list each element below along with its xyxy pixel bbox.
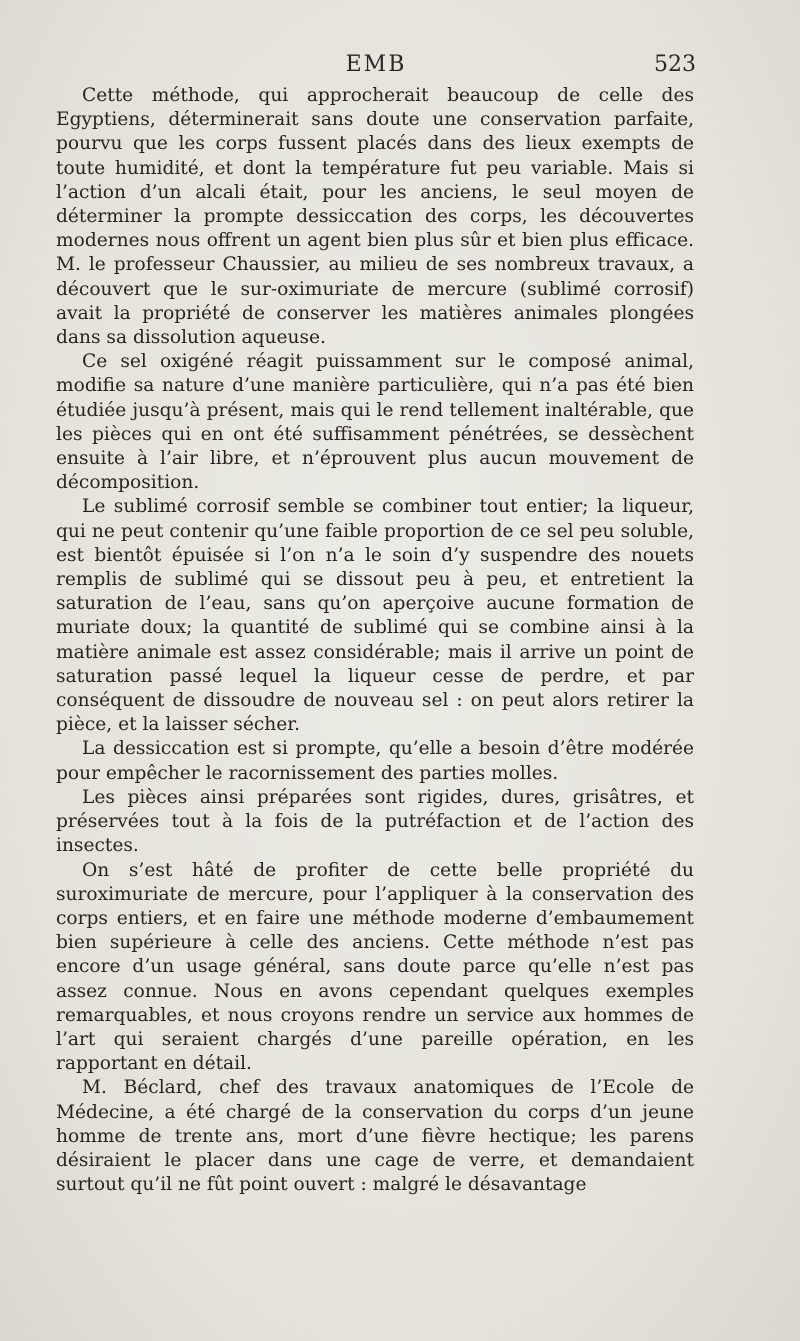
paragraph: M. Béclard, chef des travaux anatomiques de l’Ecole de Médecine, a été chargé de la conservation du corps d’un jeune homme de trente ans, mort d’une fièvre hectique; les parens désiraient le placer dans une cage de verre, et demandaient surtout qu’il ne fût point ouvert : malgré le désavantage [56, 1077, 694, 1196]
paragraph: Le sublimé corrosif semble se combiner tout entier; la liqueur, qui ne peut contenir qu’une faible proportion de ce sel peu soluble, est bientôt épuisée si l’on n’a le soin d’y suspendre des nouets remplis de sublimé qui se dissout peu à peu, et entretient la saturation de l’eau, sans qu’on aperçoive aucune formation de muriate doux; la quantité de sublimé qui se combine ainsi à la matière animale est assez considérable; mais il arrive un point de saturation passé lequel la liqueur cesse de perdre, et par conséquent de dissoudre de nouveau sel : on peut alors retirer la pièce, et la laisser sécher. [56, 496, 694, 736]
paragraph: Ce sel oxigéné réagit puissamment sur le composé animal, modifie sa nature d’une manière particulière, qui n’a pas été bien étudiée jusqu’à présent, mais qui le rend tellement inaltérable, que les pièces qui en ont été suffisamment pénétrées, se dessèchent ensuite à l’air libre, et n’éprouvent plus aucun mouvement de décomposition. [56, 351, 694, 494]
paragraph: Cette méthode, qui approcherait beaucoup de celle des Egyptiens, déterminerait sans doute une conservation parfaite, pourvu que les corps fussent placés dans des lieux exempts de toute humidité, et dont la température fut peu variable. Mais si l’action d’un alcali était, pour les anciens, le seul moyen de déterminer la prompte dessiccation des corps, les découvertes modernes nous offrent un agent bien plus sûr et bien plus efficace. M. le professeur Chaussier, au milieu de ses nombreux travaux, a découvert que le sur-oximuriate de mercure (sublimé corrosif) avait la propriété de conserver les matières animales plongées dans sa dissolution aqueuse. [56, 85, 694, 349]
page-number: 523 [654, 52, 696, 77]
page-header [56, 52, 696, 82]
paragraph: On s’est hâté de profiter de cette belle propriété du suroximuriate de mercure, pour l’appliquer à la conservation des corps entiers, et en faire une méthode moderne d’embaumement bien supérieure à celle des anciens. Cette méthode n’est pas encore d’un usage général, sans doute parce qu’elle n’est pas assez connue. Nous en avons cependant quelques exemples remarquables, et nous croyons rendre un service aux hommes de l’art qui seraient chargés d’une pareille opération, en les rapportant en détail. [56, 859, 694, 1075]
paragraph: La dessiccation est si prompte, qu’elle a besoin d’être modérée pour empêcher le racornissement des parties molles. [56, 738, 694, 784]
running-head: EMB [345, 52, 407, 77]
body-text [56, 84, 694, 1197]
paragraph: Les pièces ainsi préparées sont rigides, dures, grisâtres, et préservées tout à la fois de la putréfaction et de l’action des insectes. [56, 786, 694, 857]
